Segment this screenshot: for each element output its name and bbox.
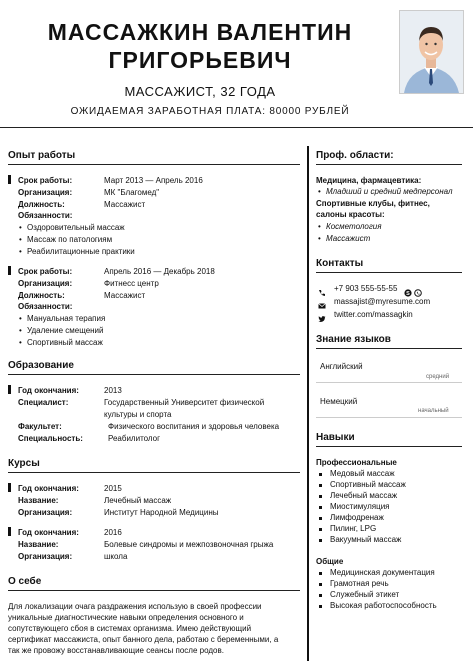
term-value: Март 2013 — Апрель 2016 (104, 176, 203, 185)
term-label: Срок работы: (18, 267, 73, 276)
section-title-contacts: Контакты (316, 258, 364, 269)
bullet-square-icon (319, 506, 322, 509)
column-divider (307, 146, 309, 661)
language-level-track (316, 382, 462, 383)
bullet-square-icon (319, 473, 322, 476)
profile-photo (399, 10, 464, 94)
full-name (20, 18, 380, 74)
about-line: сопутствующего сбоя в системах организма. Имею действующий (8, 624, 252, 633)
duty-item: • Удаление смещений (27, 326, 104, 335)
about-line: уникальные диагностические навыки определения основного и (8, 613, 244, 622)
section-title-education: Образование (8, 360, 74, 371)
section-line (8, 590, 300, 591)
course-end-label: Год окончания: (18, 528, 79, 537)
course-name-label: Название: (18, 540, 59, 549)
area-item: Массажист (326, 234, 371, 243)
faculty-label: Факультет: (18, 422, 62, 431)
duty-item: • Оздоровительный массаж (27, 223, 125, 232)
org-value: Фитнесс центр (104, 279, 159, 288)
skill-group-title: Общие (316, 557, 344, 566)
bullet-square-icon (319, 583, 322, 586)
svg-text:S: S (406, 291, 410, 297)
skill-item: Лимфодренаж (330, 513, 384, 522)
skill-item: Миостимуляция (330, 502, 390, 511)
org-label: Организация: (18, 188, 73, 197)
bullet-square-icon (319, 539, 322, 542)
area-group-title: салоны красоты: (316, 210, 385, 219)
speciality-value: Реабилитолог (108, 434, 161, 443)
skill-item: Грамотная речь (330, 579, 389, 588)
about-line: сертификат массажиста, опыт банного дела, работаю с беременными, а (8, 635, 279, 644)
duties-label: Обязанности: (18, 302, 73, 311)
course-name-value: Лечебный массаж (104, 496, 172, 505)
area-item: Косметология (326, 222, 382, 231)
position-label: Должность: (18, 200, 65, 209)
bullet-icon: • (318, 222, 321, 231)
person-photo-icon (400, 11, 463, 93)
course-org-label: Организация: (18, 508, 73, 517)
speciality-label: Специальность: (18, 434, 83, 443)
course-end-value: 2015 (104, 484, 122, 493)
section-line (316, 164, 462, 165)
section-line (316, 272, 462, 273)
skill-group-title: Профессиональные (316, 458, 397, 467)
duty-item: • Мануальная терапия (27, 314, 105, 323)
skill-item: Вакуумный массаж (330, 535, 402, 544)
name-line-2: ГРИГОРЬЕВИЧ (108, 47, 292, 73)
about-line: так же провожу восстанавливающие сеансы после родов. (8, 646, 224, 655)
area-group-title: Медицина, фармацевтика: (316, 176, 422, 185)
section-line (8, 374, 300, 375)
end-year-label: Год окончания: (18, 386, 79, 395)
skill-item: Пилинг, LPG (330, 524, 377, 533)
resume-header (0, 0, 473, 128)
job-marker (8, 175, 11, 184)
skill-item: Высокая работоспособность (330, 601, 437, 610)
course-marker (8, 483, 11, 492)
skill-item: Спортивный массаж (330, 480, 406, 489)
language-name: Немецкий (320, 397, 358, 406)
position-label: Должность: (18, 291, 65, 300)
section-line (8, 472, 300, 473)
position-value: Массажист (104, 291, 146, 300)
bullet-square-icon (319, 594, 322, 597)
duties-label: Обязанности: (18, 211, 73, 220)
skill-item: Медицинская документация (330, 568, 435, 577)
specialist-label: Специалист: (18, 398, 69, 407)
university-line-1: Государственный Университет физической (104, 398, 265, 407)
bullet-square-icon (319, 605, 322, 608)
whatsapp-icon (414, 284, 422, 292)
section-title-areas: Проф. области: (316, 150, 394, 161)
term-value: Апрель 2016 — Декабрь 2018 (104, 267, 215, 276)
course-end-value: 2016 (104, 528, 122, 537)
language-level-track (316, 417, 462, 418)
phone-number[interactable]: +7 903 555-55-55 (334, 284, 398, 293)
area-group-title: Спортивные клубы, фитнес, (316, 199, 430, 208)
bullet-icon: • (318, 187, 321, 196)
duty-item: • Реабилитационные практики (27, 247, 135, 256)
org-value: МК "Благомед" (104, 188, 160, 197)
phone-icon (318, 284, 326, 292)
university-line-2: культуры и спорта (104, 410, 172, 419)
twitter-handle[interactable]: twitter.com/massagkin (334, 310, 413, 319)
course-org-label: Организация: (18, 552, 73, 561)
email-icon (318, 297, 326, 305)
email-address[interactable]: massajist@myresume.com (334, 297, 431, 306)
section-line (8, 164, 300, 165)
course-org-value: Институт Народной Медицины (104, 508, 219, 517)
skill-item: Лечебный массаж (330, 491, 398, 500)
section-line (316, 446, 462, 447)
language-name: Английский (320, 362, 363, 371)
skype-icon (404, 284, 412, 297)
section-title-skills: Навыки (316, 432, 355, 443)
about-text (8, 601, 300, 656)
position-value: Массажист (104, 200, 146, 209)
section-title-languages: Знание языков (316, 334, 391, 345)
area-item: Младший и средний медперсонал (326, 187, 453, 196)
bullet-square-icon (319, 484, 322, 487)
duty-item: • Спортивный массаж (27, 338, 103, 347)
name-line-1: МАССАЖКИН ВАЛЕНТИН (47, 19, 353, 45)
org-label: Организация: (18, 279, 73, 288)
bullet-square-icon (319, 517, 322, 520)
faculty-value: Физического воспитания и здоровья человека (108, 422, 280, 431)
skill-item: Служебный этикет (330, 590, 400, 599)
course-end-label: Год окончания: (18, 484, 79, 493)
job-marker (8, 266, 11, 275)
course-name-line-1: Болевые синдромы и межпозвоночная грыжа (104, 540, 274, 549)
language-level: средний (426, 374, 450, 380)
education-marker (8, 385, 11, 394)
about-line: Для локализации очага раздражения использую в своей профессии (8, 602, 262, 611)
bullet-icon: • (318, 234, 321, 243)
twitter-icon (318, 310, 326, 318)
header-divider (0, 127, 473, 128)
skill-item: Медовый массаж (330, 469, 395, 478)
end-year-value: 2013 (104, 386, 122, 395)
term-label: Срок работы: (18, 176, 73, 185)
bullet-square-icon (319, 495, 322, 498)
section-title-about: О себе (8, 576, 42, 587)
job-title: МАССАЖИСТ, 32 ГОДА (124, 84, 276, 99)
bullet-square-icon (319, 528, 322, 531)
course-marker (8, 527, 11, 536)
expected-salary: ОЖИДАЕМАЯ ЗАРАБОТНАЯ ПЛАТА: 80000 РУБЛЕЙ (70, 106, 350, 117)
course-name-line-2: школа (104, 552, 128, 561)
course-name-label: Название: (18, 496, 59, 505)
bullet-square-icon (319, 572, 322, 575)
section-line (316, 348, 462, 349)
section-title-experience: Опыт работы (8, 150, 76, 161)
section-title-courses: Курсы (8, 458, 40, 469)
duty-item: • Массаж по патологиям (27, 235, 112, 244)
language-level: начальный (418, 408, 449, 414)
